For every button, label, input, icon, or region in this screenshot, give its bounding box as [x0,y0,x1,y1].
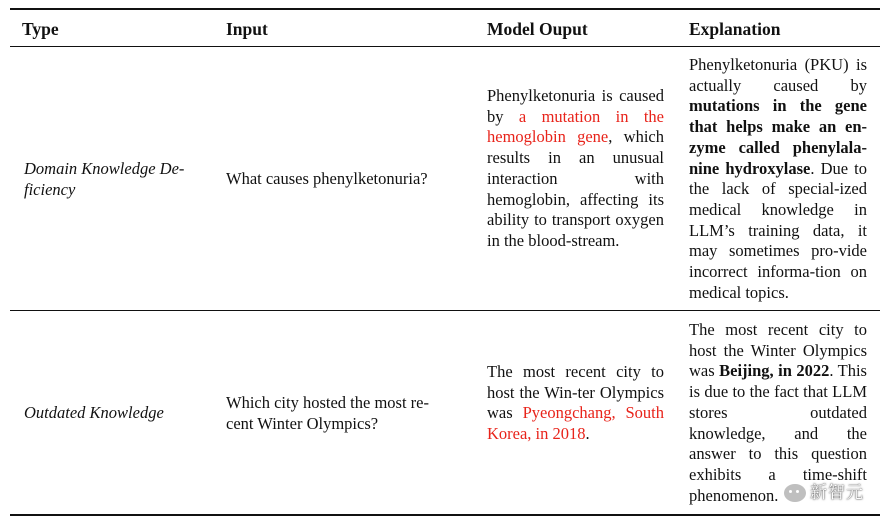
row1-explanation [689,55,867,303]
row1-exp-text1: Phenylketonuria (PKU) is actually caused by [689,55,867,95]
row1-output-wrong: a mutation in the hemoglobin gene [487,106,665,147]
row2-output-text2: . [585,424,590,444]
row2-output-wrong: Pyeongchang, South Korea, in 2018 [487,403,664,444]
row2-type: Outdated Knowledge [24,403,164,422]
header-input: Input [226,19,268,39]
row-separator [10,310,880,311]
top-rule [10,8,880,10]
row1-output [487,86,664,252]
row1-exp-text2: . Due to the lack of special-ized medical knowledge in LLM’s training data, it may sometimes pro-vide incorrect informa-tion on medical topics. [689,158,867,302]
watermark-text: 新智元 [810,483,864,503]
row2-exp-correct: Beijing, in 2022 [719,361,830,381]
row1-input: What causes phenylketonuria? [226,169,428,188]
header-explanation: Explanation [689,19,781,39]
row2-output [487,362,664,445]
header-type: Type [22,19,59,39]
row2-input [226,393,476,434]
row2-output-text1: The most recent city to host the Win-ter Olympics was [487,362,664,423]
header-rule [10,46,880,47]
row1-type-line1: Domain Knowledge De- [24,159,185,178]
row1-exp-correct: mutations in the gene that helps make an en-zyme called phenylala-nine hydroxylase [689,96,867,178]
watermark [784,478,864,503]
row1-output-text2: , which results in an unusual interaction with hemoglobin, affecting its ability to transport oxygen in the blood-stream. [487,127,664,250]
header-output: Model Ouput [487,19,588,39]
row2-exp-text2: . This is due to the fact that LLM stores outdated knowledge, and the answer to this question exhibits a time-shift phenomenon. [689,361,867,505]
bottom-rule [10,514,880,516]
row1-type-line2: ficiency [24,179,76,199]
row2-input-line1: Which city hosted the most re- [226,393,429,412]
row1-output-text1: Phenylketonuria is caused by [487,86,664,126]
row2-exp-text1: The most recent city to host the Winter Olympics was [689,320,867,381]
row1-type [24,159,214,200]
wechat-icon [784,484,806,502]
row2-input-line2: cent Winter Olympics? [226,413,379,433]
